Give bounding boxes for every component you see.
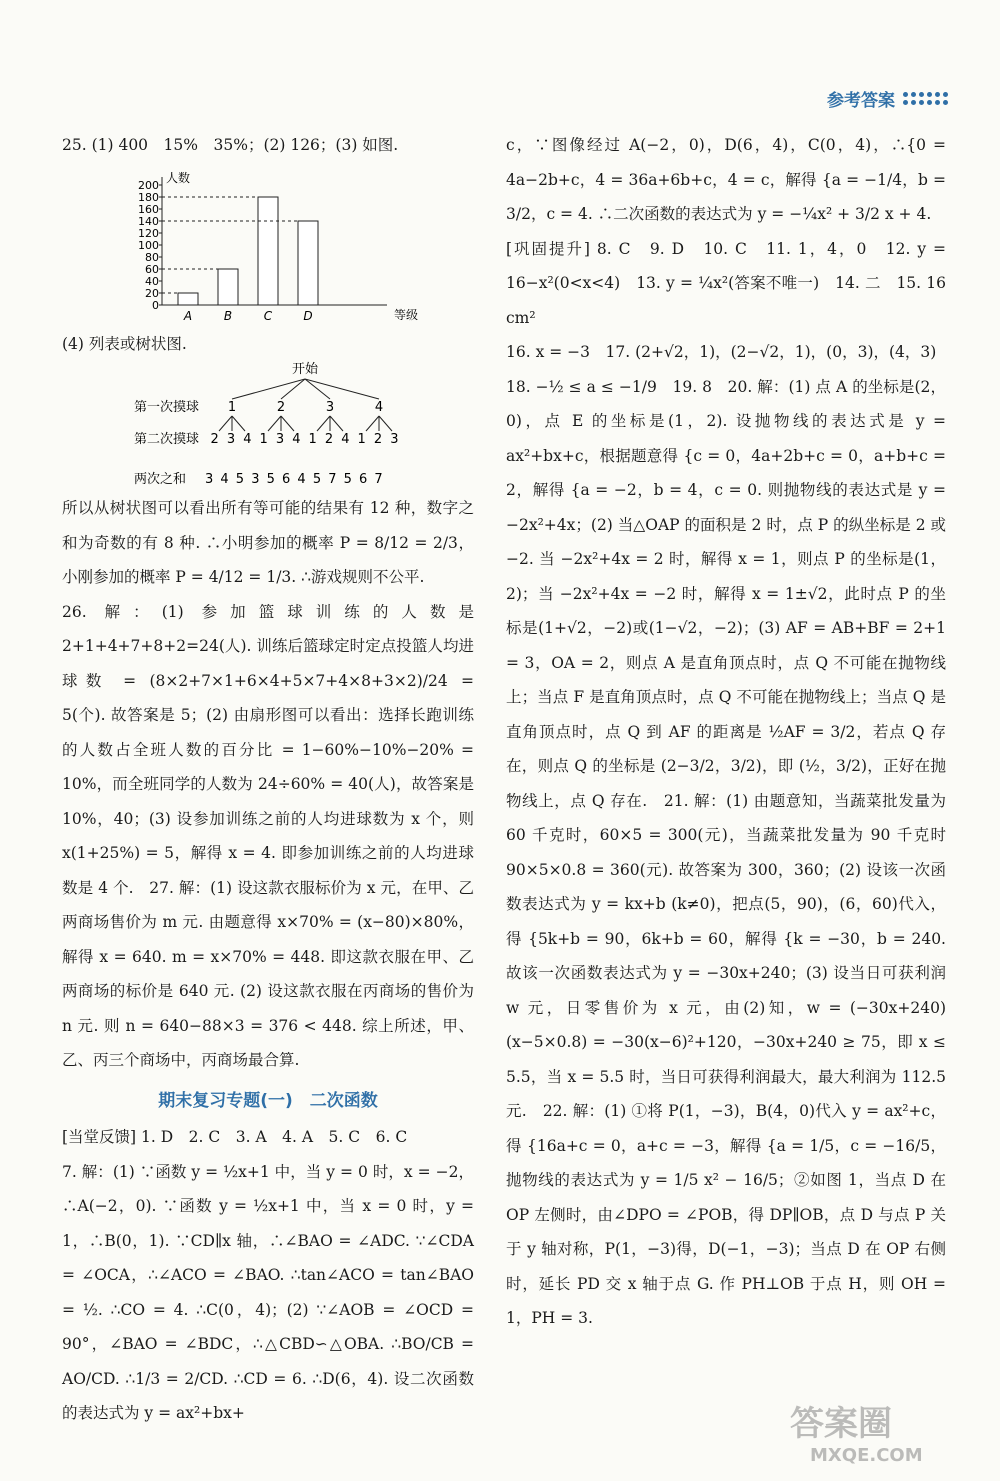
tree-edge — [330, 416, 343, 431]
y-tick-label: 20 — [145, 286, 159, 300]
watermark-url: MXQE.COM — [810, 1445, 923, 1466]
tree-edge — [232, 379, 305, 399]
y-tick-label: 160 — [138, 202, 159, 216]
x-tick-label: D — [303, 308, 313, 323]
left-para-3: [当堂反馈] 1. D 2. C 3. A 4. A 5. C 6. C — [62, 1128, 408, 1146]
tree-row-label: 第二次摸球 — [134, 432, 200, 447]
y-tick-label: 120 — [138, 226, 159, 240]
tree-edge — [317, 416, 330, 431]
tree-node: 2 3 4 — [210, 432, 254, 447]
x-tick-label: B — [223, 308, 233, 323]
tree-row-label: 两次之和 — [134, 472, 187, 487]
tree-edge — [366, 416, 379, 431]
tree-node: 1 — [227, 400, 237, 415]
watermark-logo — [780, 1397, 960, 1467]
section-title: 期末复习专题(一) 二次函数 — [158, 1090, 378, 1111]
bar — [298, 221, 318, 305]
right-para-2: [巩固提升] 8. C 9. D 10. C 11. 1，4，0 12. y = 16−x²(0<x<4) 13. y = ¼x²(答案不唯一) 14. 二 15. 16 cm² — [506, 239, 946, 327]
bar — [178, 293, 198, 305]
left-para-2: 26. 解：(1) 参加篮球训练的人数是 2+1+4+7+8+2=24(人). 训练后篮球定时定点投篮人均进球数 = (8×2+7×1+6×4+5×7+4×8+3×2)/24 = 5(个). 故答案是 5；(2) 由扇形图可以看出：选择长跑训练的人数占全班人数的百分比 = 1−60%−10%−20% = 10%，而全班同学的人数为 24÷60% = 40(人)，故答案是 10%，40；(3) 设参加训练之前的人均进球数为 x 个，则 x(1+25%) = 5，解得 x = 4. 即参加训练之前的人均进球数是 4 个. 27. 解：(1) 设这款衣服标价为 x 元，在甲、乙两商场售价为 m 元. 由题意得 x×70% = (x−80)×80%，解得 x = 640. m = x×70% = 448. 即这款衣服在甲、乙两商场的标价是 640 元. (2) 设这款衣服在丙商场的售价为 n 元. 则 n = 640−88×3 = 376 < 448. 综上所述，甲、乙、丙三个商场中，丙商场最合算. — [62, 602, 474, 1069]
page-header — [827, 86, 948, 111]
right-para-4: 18. −½ ≤ a ≤ −1/9 19. 8 20. 解：(1) 点 A 的坐标是(2，0)，点 E 的坐标是(1，2). 设抛物线的表达式是 y = ax²+bx+c，根据题意得 {c = 0，4a+2b+c = 0，a+b+c = 2，解得 {a = −2，b = 4，c = 0. 则抛物线的表达式是 y = −2x²+4x；(2) 当△OAP 的面积是 2 时，点 P 的纵坐标是 2 或 −2. 当 −2x²+4x = 2 时，解得 x = 1，则点 P 的坐标是(1，2)；当 −2x²+4x = −2 时，解得 x = 1±√2，此时点 P 的坐标是(1+√2，−2)或(1−√2，−2)；(3) AF = AB+BF = 2+1 = 3，OA = 2，则点 A 是直角顶点时，点 Q 不可能在抛物线上；当点 F 是直角顶点时，点 Q 不可能在抛物线上；当点 Q 是直角顶点时，点 Q 到 AF 的距离是 ½AF = 3/2，若点 Q 存在，则点 Q 的坐标是 (2−3/2，3/2)，即 (½，3/2)，正好在抛物线上，点 Q 存在. 21. 解：(1) 由题意知，当蔬菜批发量为 60 千克时，60×5 = 300(元)，当蔬菜批发量为 90 千克时 90×5×0.8 = 360(元). 故答案为 300，360；(2) 设该一次函数表达式为 y = kx+b (k≠0)，把点(5，90)，(6，60)代入，得 {5k+b = 90，6k+b = 60，解得 {k = −30，b = 240. 故该一次函数表达式为 y = −30x+240；(3) 设当日可获利润 w 元，日零售价为 x 元，由(2)知，w = (−30x+240)(x−5×0.8) = −30(x−6)²+120，−30x+240 ≥ 75，即 x ≤ 5.5，当 x = 5.5 时，当日可获得利润最大，最大利润为 112.5 元. 22. 解：(1) ①将 P(1，−3)，B(4，0)代入 y = ax²+c，得 {16a+c = 0，a+c = −3，解得 {a = 1/5，c = −16/5，抛物线的表达式为 y = 1/5 x² − 16/5；②如图 1，当点 D 在 OP 左侧时，由∠DPO = ∠POB，得 DP∥OB，点 D 与点 P 关于 y 轴对称，P(1，−3)得，D(−1，−3)；当点 D 在 OP 右侧时，延长 PD 交 x 轴于点 G. 作 PH⊥OB 于点 H，则 OH = 1，PH = 3. — [506, 377, 946, 1327]
tree-node: 1 2 4 — [308, 432, 352, 447]
left-para-4: 7. 解：(1) ∵函数 y = ½x+1 中，当 y = 0 时，x = −2，∴A(−2，0). ∵函数 y = ½x+1 中，当 x = 0 时，y = 1，∴B(0，1). ∵CD∥x 轴，∴∠BAO = ∠ADC. ∵∠CDA = ∠OCA，∴∠ACO = ∠BAO. ∴tan∠ACO = tan∠BAO = ½. ∴CO = 4. ∴C(0，4)；(2) ∵∠AOB = ∠OCD = 90°，∠BAO = ∠BDC，∴△CBD∽△OBA. ∴BO/CB = AO/CD. ∴1/3 = 2/CD. ∴CD = 6. ∴D(6，4). 设二次函数的表达式为 y = ax²+bx+ — [62, 1162, 474, 1422]
x-tick-label: A — [183, 308, 193, 323]
y-tick-label: 200 — [138, 178, 159, 192]
tree-edge — [219, 416, 232, 431]
y-tick-label: 60 — [145, 262, 159, 276]
x-axis-label: 等级 — [394, 307, 419, 322]
right-para-1: c，∵图像经过 A(−2，0)，D(6，4)，C(0，4)，∴{0 = 4a−2b+c，4 = 36a+6b+c，4 = c，解得 {a = −1/4，b = 3/2，c = 4. ∴二次函数的表达式为 y = −¼x² + 3/2 x + 4. — [506, 136, 946, 223]
bar-chart — [132, 167, 432, 327]
tree-edge — [232, 416, 245, 431]
y-tick-label: 140 — [138, 214, 159, 228]
y-tick-label: 80 — [145, 250, 159, 264]
tree-node: 3 — [325, 400, 335, 415]
tree-node: 2 — [276, 400, 286, 415]
tree-node: 1 2 3 — [357, 432, 401, 447]
bar — [258, 197, 278, 305]
tree-row-label: 第一次摸球 — [134, 400, 200, 415]
tree-root: 开始 — [291, 362, 319, 377]
y-tick-label: 40 — [145, 274, 159, 288]
tree-node: 1 3 4 — [259, 432, 303, 447]
tree-node: 4 — [374, 400, 384, 415]
bar — [218, 269, 238, 305]
y-axis-label: 人数 — [166, 170, 191, 185]
header-title: 参考答案 — [827, 91, 895, 111]
x-tick-label: C — [263, 308, 273, 323]
right-para-3: 16. x = −3 17. (2+√2，1)，(2−√2，1)，(0，3)，(4，3) — [506, 343, 937, 361]
right-column — [506, 128, 946, 1336]
tree-sums: 3 4 5 3 5 6 4 5 7 5 6 7 — [205, 472, 385, 487]
tree-diagram — [62, 359, 462, 491]
q25-text: 25. (1) 400 15% 35%；(2) 126；(3) 如图. — [62, 136, 399, 154]
tree-edge — [268, 416, 281, 431]
left-column — [62, 128, 474, 1431]
y-tick-label: 180 — [138, 190, 159, 204]
header-dots-icon — [903, 92, 948, 105]
watermark-text: 答案圈 — [790, 1404, 892, 1444]
left-para-1: 所以从树状图可以看出所有等可能的结果有 12 种，数字之和为奇数的有 8 种. ∴小明参加的概率 P = 8/12 = 2/3，小刚参加的概率 P = 4/12 = 1/3. ∴游戏规则不公平. — [62, 499, 474, 586]
tree-edge — [281, 416, 294, 431]
y-tick-label: 0 — [152, 298, 159, 312]
tree-edge — [305, 379, 379, 399]
y-tick-label: 100 — [138, 238, 159, 252]
tree-edge — [379, 416, 392, 431]
q25-4-text: (4) 列表或树状图. — [62, 334, 187, 353]
